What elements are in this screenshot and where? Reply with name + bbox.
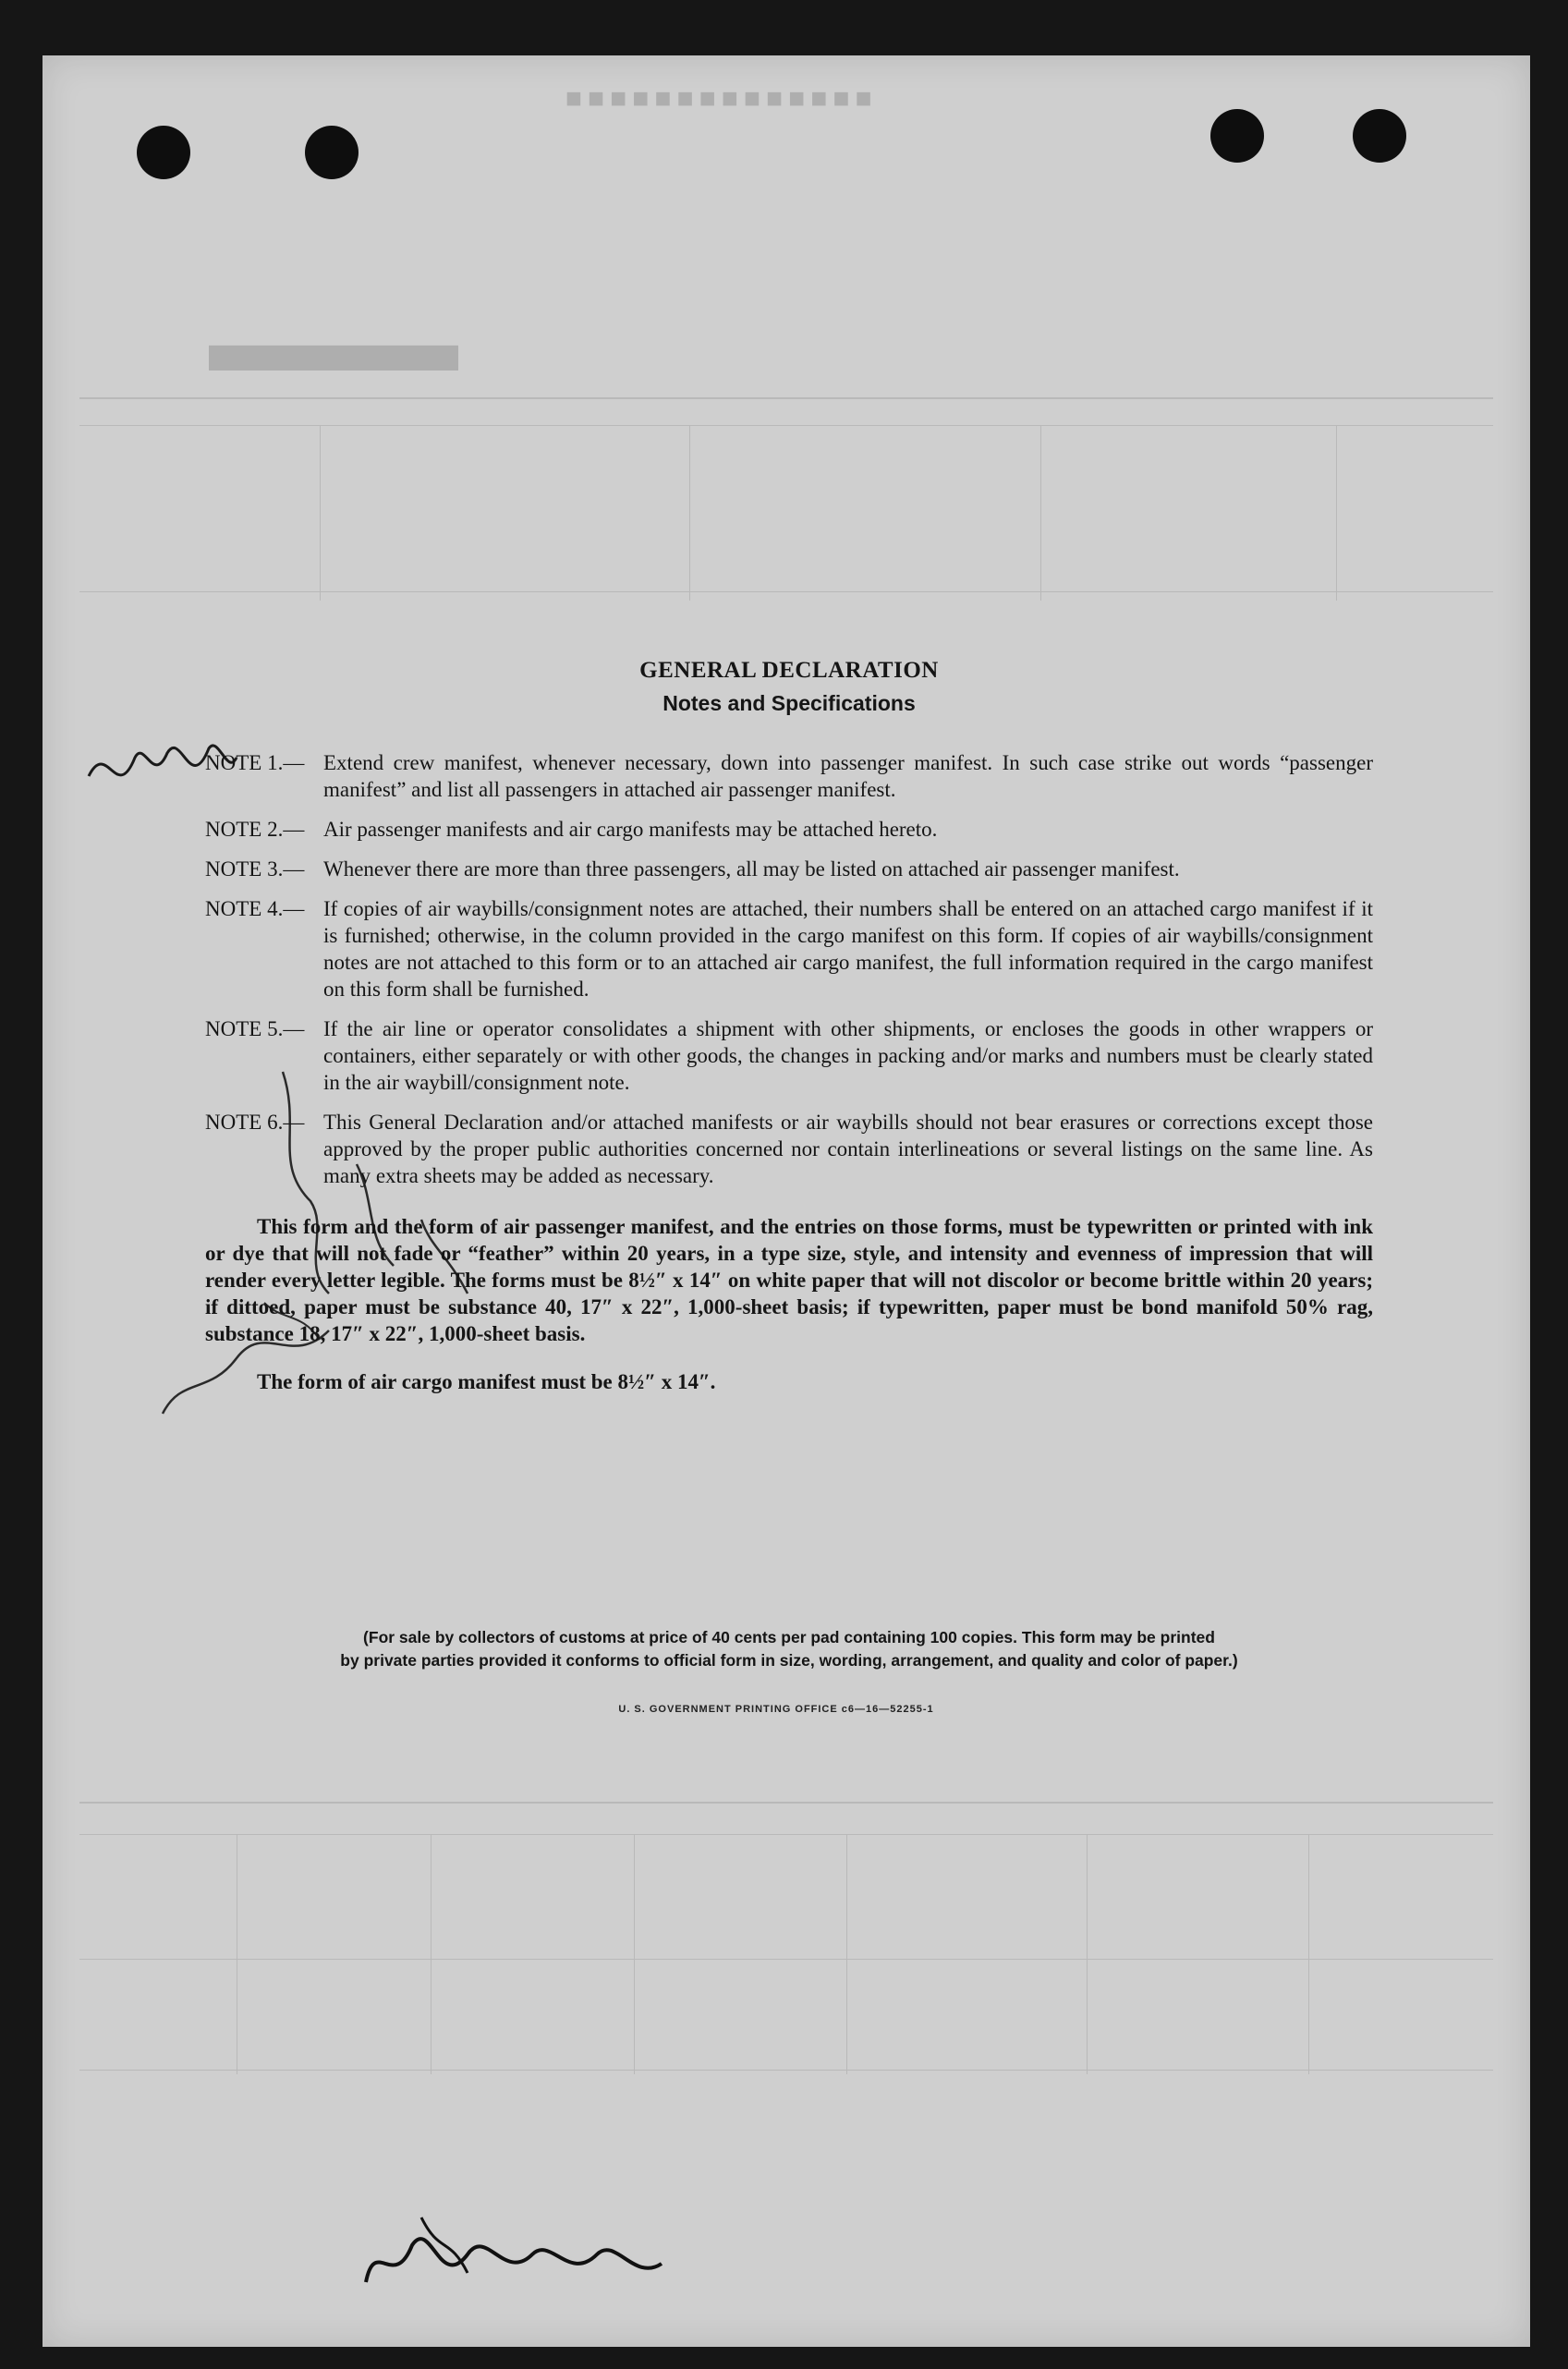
document-title: GENERAL DECLARATION — [639, 658, 939, 683]
note-label: NOTE 6.— — [205, 1111, 305, 1134]
signature — [357, 2199, 689, 2310]
printer-line: U. S. GOVERNMENT PRINTING OFFICE c6—16—52255-1 — [618, 1704, 934, 1715]
note-label: NOTE 3.— — [205, 857, 305, 881]
note-text: If copies of air waybills/consignment notes are attached, their numbers shall be entered on an attached cargo manifest if it is furnished; otherwise, in the column provided in the cargo manifest on this form. If copies of air waybills/consignment notes are not attached to this form or to an attached air cargo manifest, the full information required in the cargo manifest on this form shall be furnished. — [323, 897, 1373, 1001]
note-5 — [205, 1015, 1373, 1096]
punch-hole — [137, 126, 190, 179]
document-subtitle: Notes and Specifications — [662, 691, 916, 715]
note-3 — [205, 856, 1373, 882]
note-1 — [205, 749, 1373, 803]
notes-section — [205, 658, 1373, 1395]
punch-hole — [1353, 109, 1406, 163]
note-text: Whenever there are more than three passengers, all may be listed on attached air passenger manifest. — [323, 857, 1180, 881]
note-label: NOTE 4.— — [205, 897, 305, 920]
note-label: NOTE 1.— — [205, 751, 305, 774]
sale-notice-line: by private parties provided it conforms to official form in size, wording, arrangement, and quality and color of paper.) — [340, 1651, 1238, 1670]
punch-hole — [1210, 109, 1264, 163]
cargo-form-line: The form of air cargo manifest must be 8½″ x 14″. — [257, 1370, 716, 1393]
form-specification-paragraph: This form and the form of air passenger manifest, and the entries on those forms, must be typewritten or printed with ink or dye that will not fade or “feather” within 20 years, in a type size, style, and intensity and evenness of impression that will render every letter legible. The forms must be 8½″ x 14″ on white paper that will not discolor or become brittle within 20 years; if dittoed, paper must be substance 40, 17″ x 22″, 1,000-sheet basis; if typewritten, paper must be bond manifold 50% rag, substance 18, 17″ x 22″, 1,000-sheet basis. — [205, 1215, 1373, 1345]
note-2 — [205, 816, 1373, 843]
note-text: Air passenger manifests and air cargo manifests may be attached hereto. — [323, 818, 938, 841]
note-label: NOTE 5.— — [205, 1017, 305, 1040]
punch-hole — [305, 126, 359, 179]
document-sheet: ■■■■■■■■■■■■■■ ▬▬▬ — [43, 55, 1530, 2347]
sale-notice — [205, 1626, 1373, 1672]
sale-notice-line: (For sale by collectors of customs at price of 40 cents per pad containing 100 copies. This form may be printed — [363, 1628, 1215, 1646]
note-text: Extend crew manifest, whenever necessary, down into passenger manifest. In such case strike out words “passenger manifest” and list all passengers in attached air passenger manifest. — [323, 751, 1373, 801]
note-6 — [205, 1109, 1373, 1189]
note-label: NOTE 2.— — [205, 818, 305, 841]
note-text: This General Declaration and/or attached manifests or air waybills should not bear erasures or corrections except those approved by the proper public authorities concerned nor contain interlineations or several listings on the same line. As many extra sheets may be added as necessary. — [323, 1111, 1373, 1187]
note-4 — [205, 895, 1373, 1002]
note-text: If the air line or operator consolidates a shipment with other shipments, or encloses the goods in other wrappers or containers, either separately or with other goods, the changes in packing and/or marks and numbers must be clearly stated in the air waybill/consignment note. — [323, 1017, 1373, 1094]
